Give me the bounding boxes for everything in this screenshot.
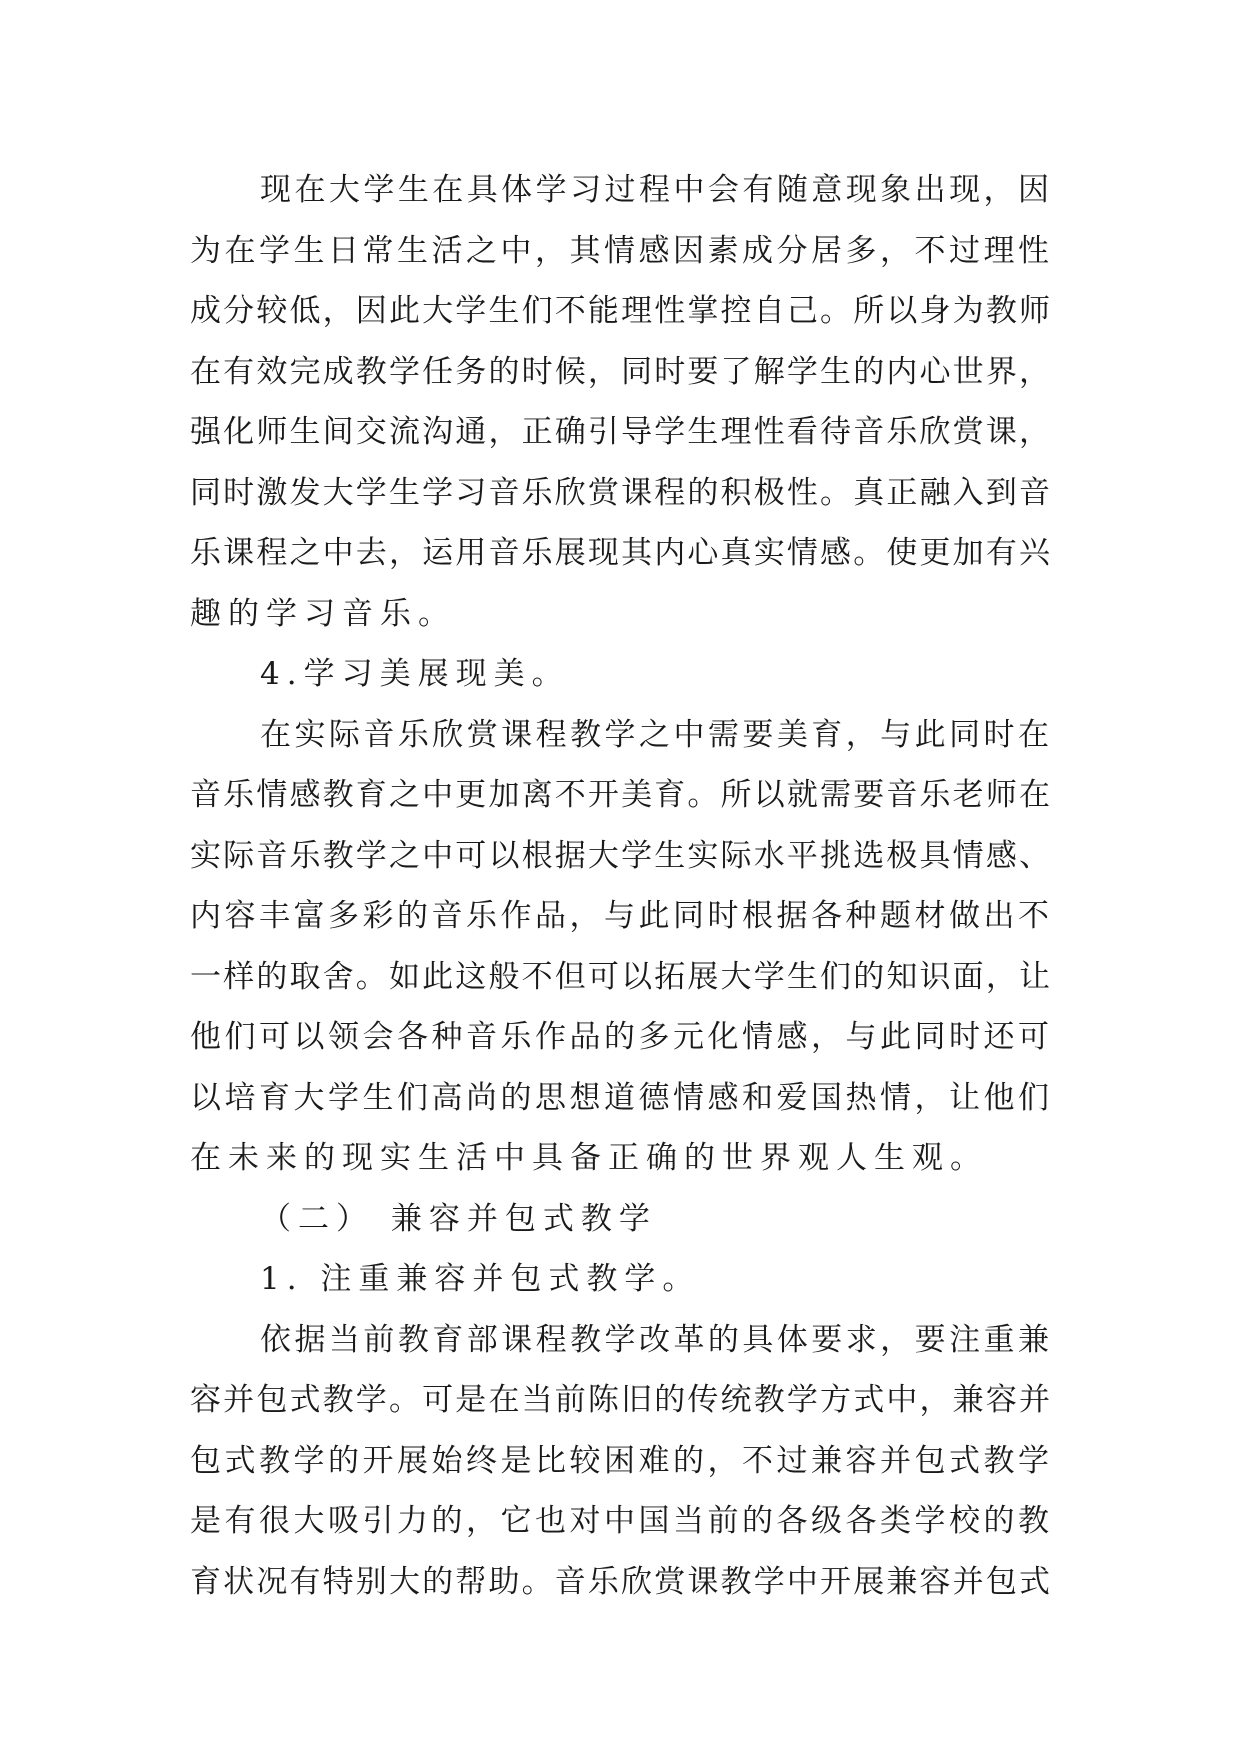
text-line: 成分较低，因此大学生们不能理性掌控自己。所以身为教师 (190, 293, 1052, 329)
text-line: 实际音乐教学之中可以根据大学生实际水平挑选极具情感、 (190, 837, 1052, 874)
text-line: 在有效完成教学任务的时候，同时要了解学生的内心世界， (190, 353, 1052, 390)
text-line: 他们可以领会各种音乐作品的多元化情感，与此同时还可 (190, 1019, 1052, 1055)
text-line: 以培育大学生们高尚的思想道德情感和爱国热情，让他们 (190, 1079, 1052, 1116)
text-line: 强化师生间交流沟通，正确引导学生理性看待音乐欣赏课， (190, 414, 1052, 450)
text-line: 音乐情感教育之中更加离不开美育。所以就需要音乐老师在 (190, 777, 1052, 813)
text-line: 现在大学生在具体学习过程中会有随意现象出现，因 (260, 172, 1052, 208)
text-line: 1. 注重兼容并包式教学。 (260, 1261, 701, 1297)
text-line: 包式教学的开展始终是比较困难的，不过兼容并包式教学 (190, 1442, 1052, 1479)
text-line: 容并包式教学。可是在当前陈旧的传统教学方式中，兼容并 (190, 1382, 1052, 1418)
text-line: 育状况有特别大的帮助。音乐欣赏课教学中开展兼容并包式 (190, 1563, 1052, 1600)
text-line: （二） 兼容并包式教学 (260, 1200, 657, 1237)
text-line: 依据当前教育部课程教学改革的具体要求，要注重兼 (260, 1321, 1052, 1358)
text-line: 内容丰富多彩的音乐作品，与此同时根据各种题材做出不 (190, 898, 1052, 934)
body-text (190, 160, 1052, 1612)
text-line: 4.学习美展现美。 (260, 656, 570, 692)
text-line: 趣的学习音乐。 (190, 595, 456, 632)
text-line: 是有很大吸引力的，它也对中国当前的各级各类学校的教 (190, 1503, 1052, 1539)
text-line: 为在学生日常生活之中，其情感因素成分居多，不过理性 (190, 232, 1052, 269)
text-line: 乐课程之中去，运用音乐展现其内心真实情感。使更加有兴 (190, 535, 1052, 571)
text-line: 同时激发大学生学习音乐欣赏课程的积极性。真正融入到音 (190, 474, 1052, 511)
text-line: 一样的取舍。如此这般不但可以拓展大学生们的知识面，让 (190, 958, 1052, 995)
text-line: 在实际音乐欣赏课程教学之中需要美育，与此同时在 (260, 716, 1052, 753)
text-line: 在未来的现实生活中具备正确的世界观人生观。 (190, 1140, 988, 1176)
